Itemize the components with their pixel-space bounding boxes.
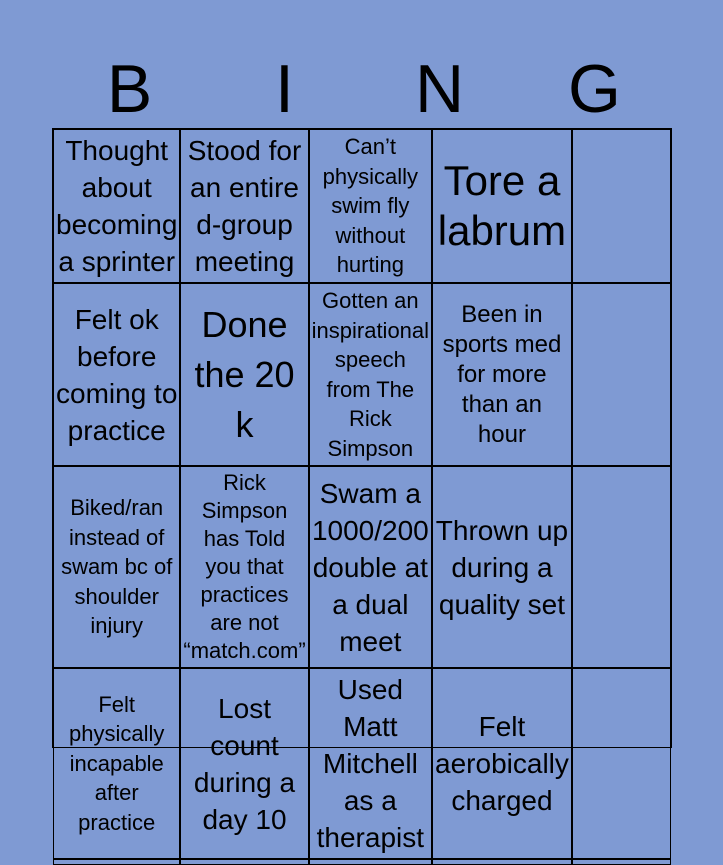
bingo-cell-r3c0[interactable]: [53, 668, 180, 859]
bingo-cell-text: Done the 20 k: [194, 303, 295, 445]
bingo-cell-r3c4[interactable]: [572, 668, 671, 859]
bingo-cell-text: Thrown up during a quality set: [435, 514, 569, 620]
bingo-cell-text: Lost count during a day 10: [193, 692, 296, 835]
header-letter-i: I: [275, 51, 294, 127]
bingo-cell-text: Can’t physically swim fly without hurting: [322, 134, 419, 278]
bingo-cell-text: Stood for an entire d-group meeting: [187, 135, 302, 277]
bingo-cell-r2c4[interactable]: [572, 466, 671, 668]
bingo-cell-r4c3[interactable]: [432, 859, 572, 865]
bingo-cell-r1c3[interactable]: [432, 283, 572, 466]
bingo-cell-r1c2[interactable]: [309, 283, 432, 466]
bingo-cell-r4c1[interactable]: [180, 859, 308, 865]
bingo-header: [52, 50, 672, 128]
bingo-cell-text: Thought about becoming a sprinter: [56, 135, 178, 277]
bingo-cell-r3c2[interactable]: [309, 668, 432, 859]
bingo-cell-r2c2[interactable]: [309, 466, 432, 668]
bingo-cell-r1c1[interactable]: [180, 283, 308, 466]
bingo-cell-r3c3[interactable]: [432, 668, 572, 859]
header-letter-n: N: [414, 51, 465, 127]
bingo-cell-text: Felt physically incapable after practice: [69, 691, 165, 835]
bingo-cell-r4c4[interactable]: [572, 859, 671, 865]
bingo-cell-r2c1[interactable]: [180, 466, 308, 668]
bingo-cell-text: Gotten an inspirational speech from The Rick Simpson: [311, 288, 430, 461]
bingo-cell-text: Felt ok before coming to practice: [56, 303, 178, 446]
header-letter-b: B: [106, 51, 153, 127]
bingo-cell-r4c2[interactable]: [309, 859, 432, 865]
bingo-cell-r0c1[interactable]: [180, 129, 308, 283]
bingo-cell-text: Rick Simpson has Told you that practices are not “match.com”: [183, 470, 306, 663]
bingo-cell-r2c0[interactable]: [53, 466, 180, 668]
bingo-cell-r0c2[interactable]: [309, 129, 432, 283]
bingo-cell-r0c3[interactable]: [432, 129, 572, 283]
bingo-cell-r3c1[interactable]: [180, 668, 308, 859]
bingo-cell-r0c4[interactable]: [572, 129, 671, 283]
bingo-cell-r4c0[interactable]: [53, 859, 180, 865]
header-letter-g: G: [568, 51, 621, 127]
bingo-cell-text: Biked/ran instead of swam bc of shoulder injury: [61, 495, 173, 639]
bingo-cell-r1c0[interactable]: [53, 283, 180, 466]
bingo-cell-text: Been in sports med for more than an hour: [442, 300, 562, 448]
bingo-cell-text: Swam a 1000/200 double at a dual meet: [311, 477, 429, 657]
bingo-cell-r1c4[interactable]: [572, 283, 671, 466]
bingo-cell-text: Felt aerobically charged: [435, 711, 569, 816]
bingo-cell-text: Tore a labrum: [437, 157, 567, 254]
bingo-cell-r0c0[interactable]: [53, 129, 180, 283]
bingo-cell-r2c3[interactable]: [432, 466, 572, 668]
bingo-cell-text: Used Matt Mitchell as a therapist: [316, 674, 425, 853]
bingo-grid: [52, 128, 672, 853]
